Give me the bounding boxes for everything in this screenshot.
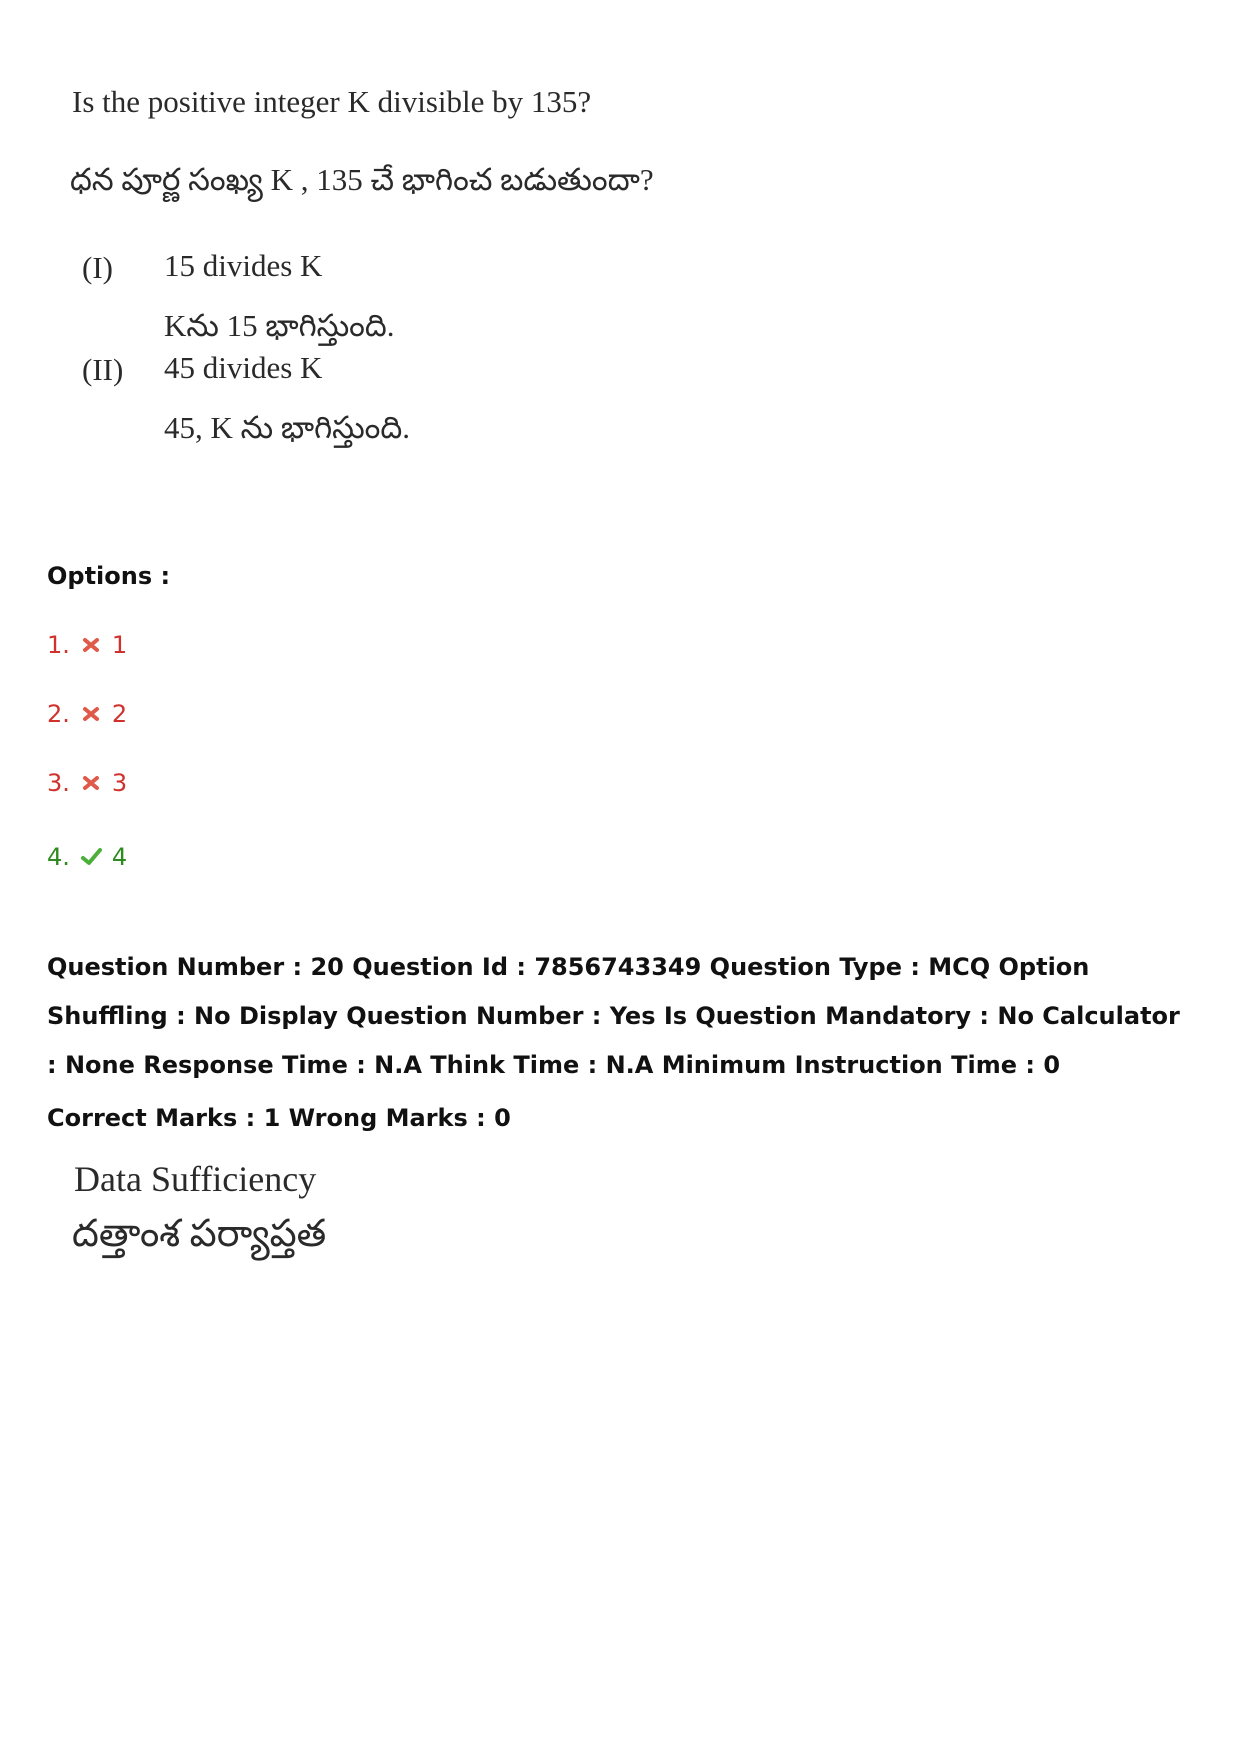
statement-1-text-te: Kను 15 భాగిస్తుంది. [164,308,395,343]
section-title-te: దత్తాంశ పర్యాప్తత [72,1213,327,1255]
marks-info: Correct Marks : 1 Wrong Marks : 0 [47,1104,511,1132]
cross-icon [80,634,102,656]
option-value: 2 [111,700,128,728]
question-metadata: Question Number : 20 Question Id : 7856743349 Question Type : MCQ Option Shuffling : No Display Question Number : Yes Is Question Mandatory : No Calculator : None Response Time : N.A Think Time : N.A Minimum Instruction Time : 0 [47,953,1180,1079]
statement-2-text-te: 45, K ను భాగిస్తుంది. [164,410,411,445]
option-number: 3. [47,769,70,797]
options-label: Options : [47,562,171,590]
check-icon [80,846,102,868]
option-value: 3 [111,769,128,797]
option-number: 2. [47,700,70,728]
option-3 [47,769,127,797]
cross-icon [80,772,102,794]
statement-2-label: (II) [82,352,124,387]
statement-2-text-en: 45 divides K [164,350,323,385]
option-value: 1 [111,631,128,659]
option-2 [47,700,127,728]
question-text-en: Is the positive integer K divisible by 135? [72,84,592,119]
statement-1-text-en: 15 divides K [164,248,323,283]
option-number: 1. [47,631,70,659]
statement-1-label: (I) [82,250,113,285]
question-text-te: ధన పూర్ణ సంఖ్య K , 135 చే భాగించ బడుతుందా? [70,162,654,197]
option-number: 4. [47,843,70,871]
section-title-en: Data Sufficiency [74,1159,317,1199]
cross-icon [80,703,102,725]
option-value: 4 [111,843,128,871]
option-4 [47,843,127,871]
option-1 [47,631,127,659]
